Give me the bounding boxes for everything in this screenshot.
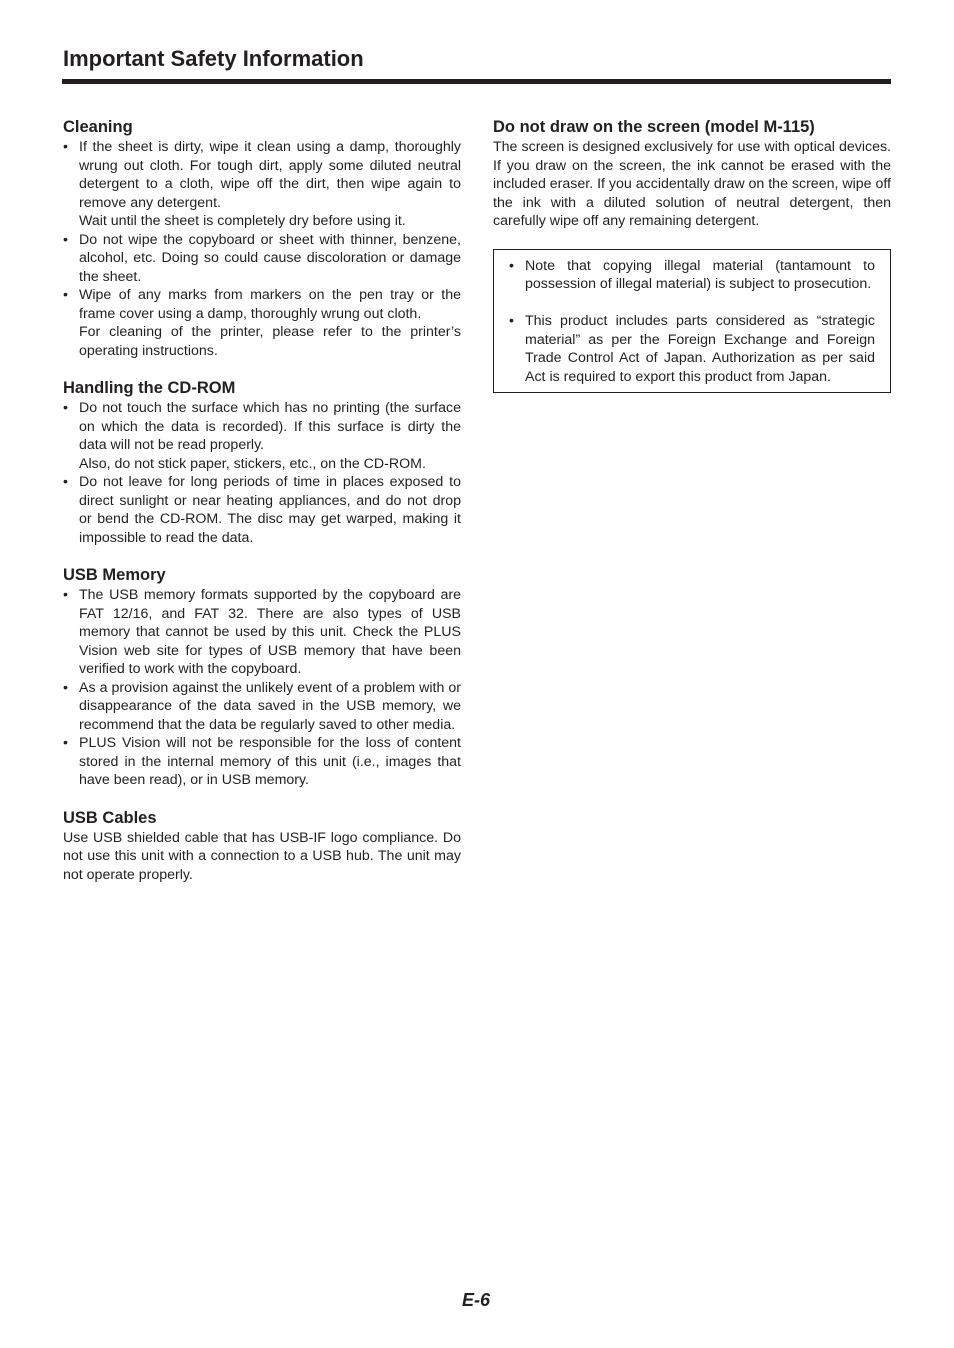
- list-item: [63, 231, 461, 287]
- left-column: [63, 117, 461, 902]
- bullet-list: [63, 138, 461, 360]
- section-paragraph: Use USB shielded cable that has USB-IF logo compliance. Do not use this unit with a connection to a USB hub. The unit may not operate properly.: [63, 829, 461, 883]
- list-item-continuation: Wait until the sheet is completely dry before using it.: [79, 213, 406, 229]
- section-usb-memory: [63, 565, 461, 790]
- list-item: [63, 399, 461, 473]
- section-heading: Do not draw on the screen (model M-115): [493, 118, 815, 136]
- section-heading: Cleaning: [63, 118, 133, 136]
- bullet-list: [63, 586, 461, 790]
- list-item: [63, 138, 461, 231]
- section-screen: [493, 117, 891, 231]
- list-item-text: Note that copying illegal material (tantamount to possession of illegal material) is subject to prosecution.: [525, 257, 875, 292]
- list-item-continuation: For cleaning of the printer, please refer to the printer’s operating instructions.: [79, 324, 461, 359]
- right-column: [493, 117, 891, 393]
- list-item: [63, 586, 461, 679]
- list-item: [63, 286, 461, 360]
- page-number: E-6: [462, 1290, 491, 1310]
- section-heading: Handling the CD-ROM: [63, 379, 236, 397]
- section-cleaning: [63, 117, 461, 360]
- section-heading: USB Memory: [63, 566, 166, 584]
- notice-box: [493, 249, 891, 394]
- list-item-text: Do not touch the surface which has no printing (the surface on which the data is recorded). If this surface is dirty the data will not be read properly.: [79, 400, 461, 453]
- list-item-text: If the sheet is dirty, wipe it clean using a damp, thoroughly wrung out cloth. For tough dirt, apply some diluted neutral detergent to a cloth, wipe off the dirt, then wipe again to remove any detergent.: [79, 139, 461, 211]
- list-item: [509, 312, 875, 386]
- list-item-text: The USB memory formats supported by the copyboard are FAT 12/16, and FAT 32. There are also types of USB memory that cannot be used by this unit. Check the PLUS Vision web site for types of USB memory that have been verified to work with the copyboard.: [79, 587, 461, 677]
- list-item: [509, 257, 875, 294]
- list-item-text: Wipe of any marks from markers on the pen tray or the frame cover using a damp, thoroughly wrung out cloth.: [79, 287, 461, 322]
- list-item: [63, 734, 461, 790]
- list-item: [63, 679, 461, 735]
- list-item-text: Do not wipe the copyboard or sheet with thinner, benzene, alcohol, etc. Doing so could cause discoloration or damage the sheet.: [79, 231, 461, 285]
- list-item: [63, 473, 461, 547]
- page-title: Important Safety Information: [63, 46, 364, 71]
- section-cdrom: [63, 378, 461, 547]
- list-item-text: This product includes parts considered as “strategic material” as per the Foreign Exchange and Foreign Trade Control Act of Japan. Authorization as per said Act is required to export this product from Japan.: [525, 313, 875, 385]
- bullet-list: [63, 399, 461, 547]
- list-item-text: Do not leave for long periods of time in places exposed to direct sunlight or near heating appliances, and do not drop or bend the CD-ROM. The disc may get warped, making it impossible to read the data.: [79, 474, 461, 546]
- section-heading: USB Cables: [63, 808, 157, 827]
- section-usb-cables: [63, 808, 461, 885]
- list-item-text: As a provision against the unlikely event of a problem with or disappearance of the data saved in the USB memory, we recommend that the data be regularly saved to other media.: [79, 679, 461, 733]
- list-item-continuation: Also, do not stick paper, stickers, etc., on the CD-ROM.: [79, 455, 426, 472]
- section-paragraph: The screen is designed exclusively for use with optical devices. If you draw on the screen, the ink cannot be erased with the included eraser. If you accidentally draw on the screen, wipe off the ink with a diluted solution of neutral detergent, then carefully wipe off any remaining detergent.: [493, 139, 892, 229]
- bullet-list: [509, 257, 875, 387]
- title-rule: [62, 79, 891, 84]
- list-item-text: PLUS Vision will not be responsible for the loss of content stored in the internal memory of this unit (i.e., images that have been read), or in USB memory.: [79, 735, 461, 788]
